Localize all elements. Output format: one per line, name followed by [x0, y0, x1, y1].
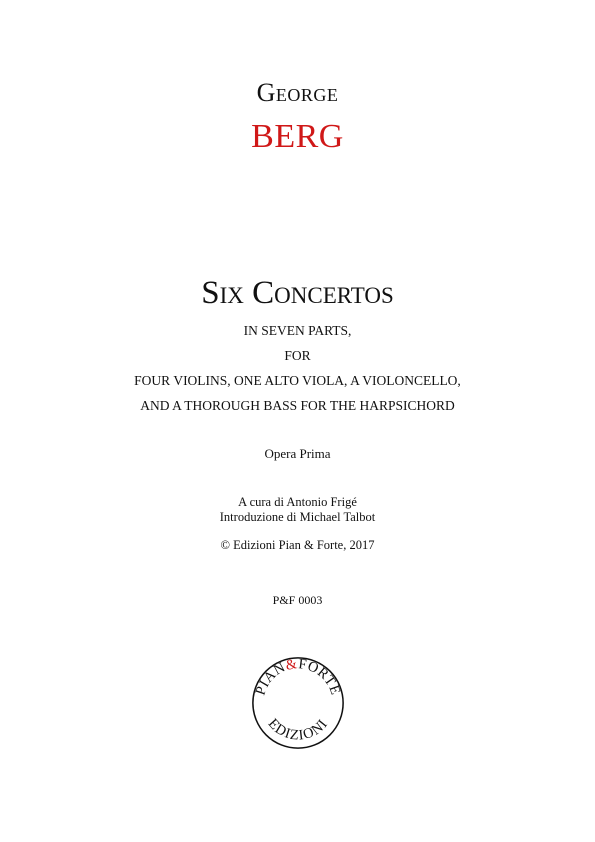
- editor-credit: A cura di Antonio Frigé: [238, 495, 357, 509]
- publisher-seal-icon: [250, 655, 346, 751]
- logo-text-edizioni: EDIZIONI: [264, 715, 332, 744]
- composer-last-name: BERG: [251, 118, 344, 155]
- catalog-number: P&F 0003: [272, 593, 323, 607]
- subtitle-line-4: AND A THOROUGH BASS FOR THE HARPSICHORD: [140, 398, 455, 413]
- svg-text:PIAN&FORTE: PIAN&FORTE: [252, 656, 344, 698]
- work-title: Six Concertos: [201, 275, 394, 311]
- composer-first-name: George: [256, 78, 339, 107]
- opus-label: Opera Prima: [264, 446, 331, 461]
- copyright-notice: © Edizioni Pian & Forte, 2017: [220, 538, 375, 552]
- subtitle-line-3: FOUR VIOLINS, ONE ALTO VIOLA, A VIOLONCELLO,: [134, 373, 461, 388]
- introduction-credit: Introduzione di Michael Talbot: [219, 510, 376, 524]
- subtitle-line-2: FOR: [284, 348, 311, 363]
- publisher-logo: [250, 655, 346, 751]
- subtitle-line-1: IN SEVEN PARTS,: [243, 323, 352, 338]
- logo-text-pian: PIAN: [252, 659, 289, 698]
- svg-text:EDIZIONI: [265, 716, 332, 744]
